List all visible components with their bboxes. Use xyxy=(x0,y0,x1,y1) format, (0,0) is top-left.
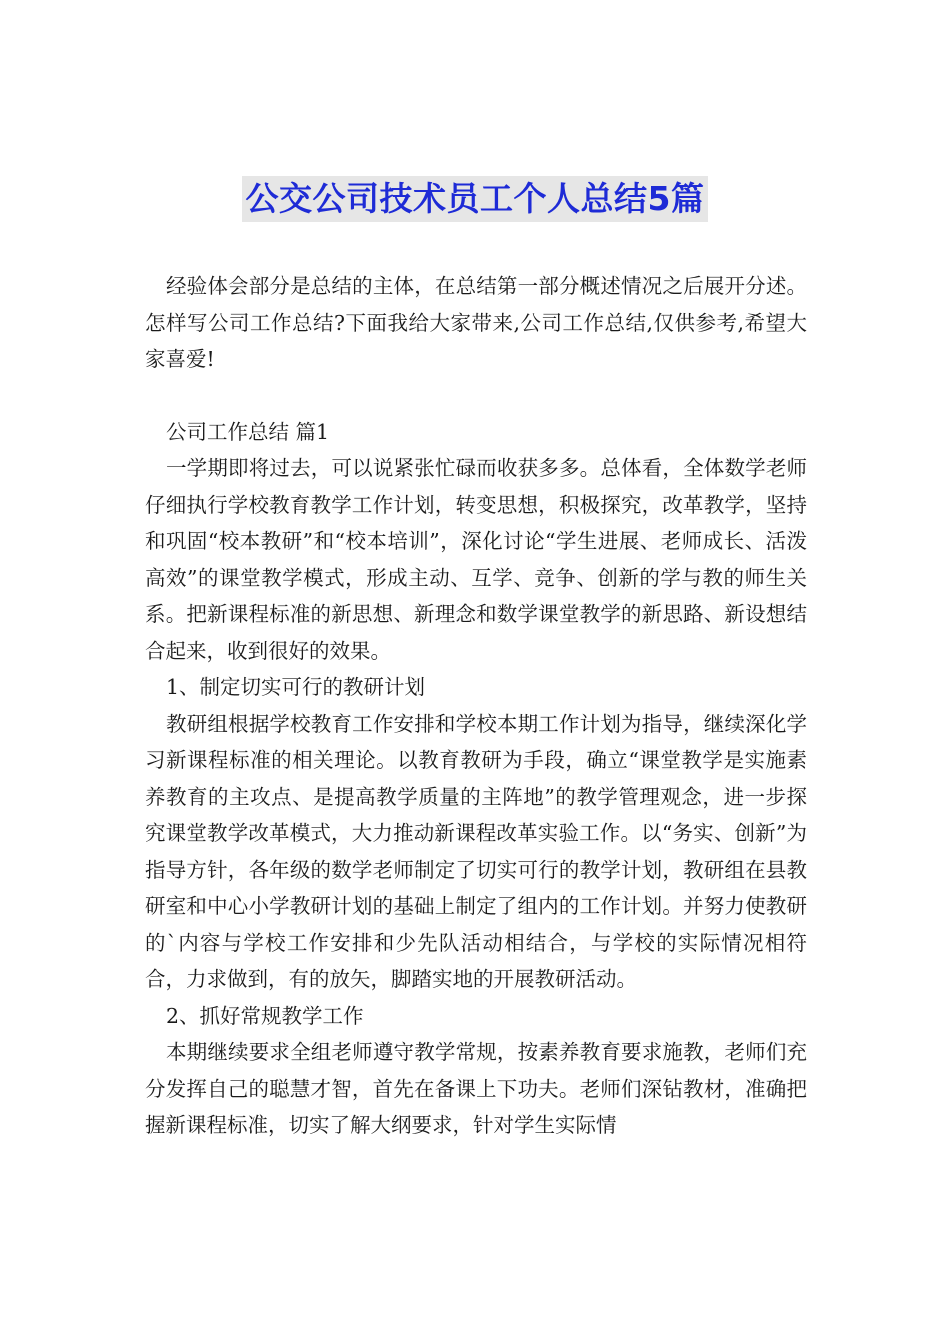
section-2-paragraph: 本期继续要求全组老师遵守教学常规，按素养教育要求施教，老师们充分发挥自己的聪慧才智，首先在备课上下功夫。老师们深钻教材，准确把握新课程标准，切实了解大纲要求，针对学生实际情 xyxy=(145,1040,807,1137)
section-1-paragraph: 教研组根据学校教育工作安排和学校本期工作计划为指导，继续深化学习新课程标准的相关理论。以教育教研为手段，确立“课堂教学是实施素养教育的主攻点、是提高教学质量的主阵地”的教学管理观念，进一步探究课堂教学改革模式，大力推动新课程改革实验工作。以“务实、创新”为指导方针，各年级的数学老师制定了切实可行的教学计划，教研组在县教研室和中心小学教研计划的基础上制定了组内的工作计划。并努力使教研的`内容与学校工作安排和少先队活动相结合，与学校的实际情况相符合，力求做到，有的放矢，脚踏实地的开展教研活动。 xyxy=(145,711,807,991)
section-2-heading: 2、抓好常规教学工作 xyxy=(166,1003,364,1028)
paragraph-1: 一学期即将过去，可以说紧张忙碌而收获多多。总体看，全体数学老师仔细执行学校教育教学工作计划，转变思想，积极探究，改革教学，坚持和巩固“校本教研”和“校本培训”，深化讨论“学生进展、老师成长、活泼高效”的课堂教学模式，形成主动、互学、竞争、创新的学与教的师生关系。把新课程标准的新思想、新理念和数学课堂教学的新思路、新设想结合起来，收到很好的效果。 xyxy=(145,456,807,663)
document-body xyxy=(145,268,807,1144)
title-container xyxy=(0,176,950,222)
paragraph-spacer xyxy=(145,378,807,414)
document-title: 公交公司技术员工个人总结5篇 xyxy=(242,176,709,222)
intro-paragraph: 经验体会部分是总结的主体，在总结第一部分概述情况之后展开分述。怎样写公司工作总结?下面我给大家带来,公司工作总结,仅供参考,希望大家喜爱! xyxy=(145,274,807,371)
section-1-heading: 1、制定切实可行的教研计划 xyxy=(166,675,426,699)
article-heading: 公司工作总结 篇1 xyxy=(166,419,330,444)
